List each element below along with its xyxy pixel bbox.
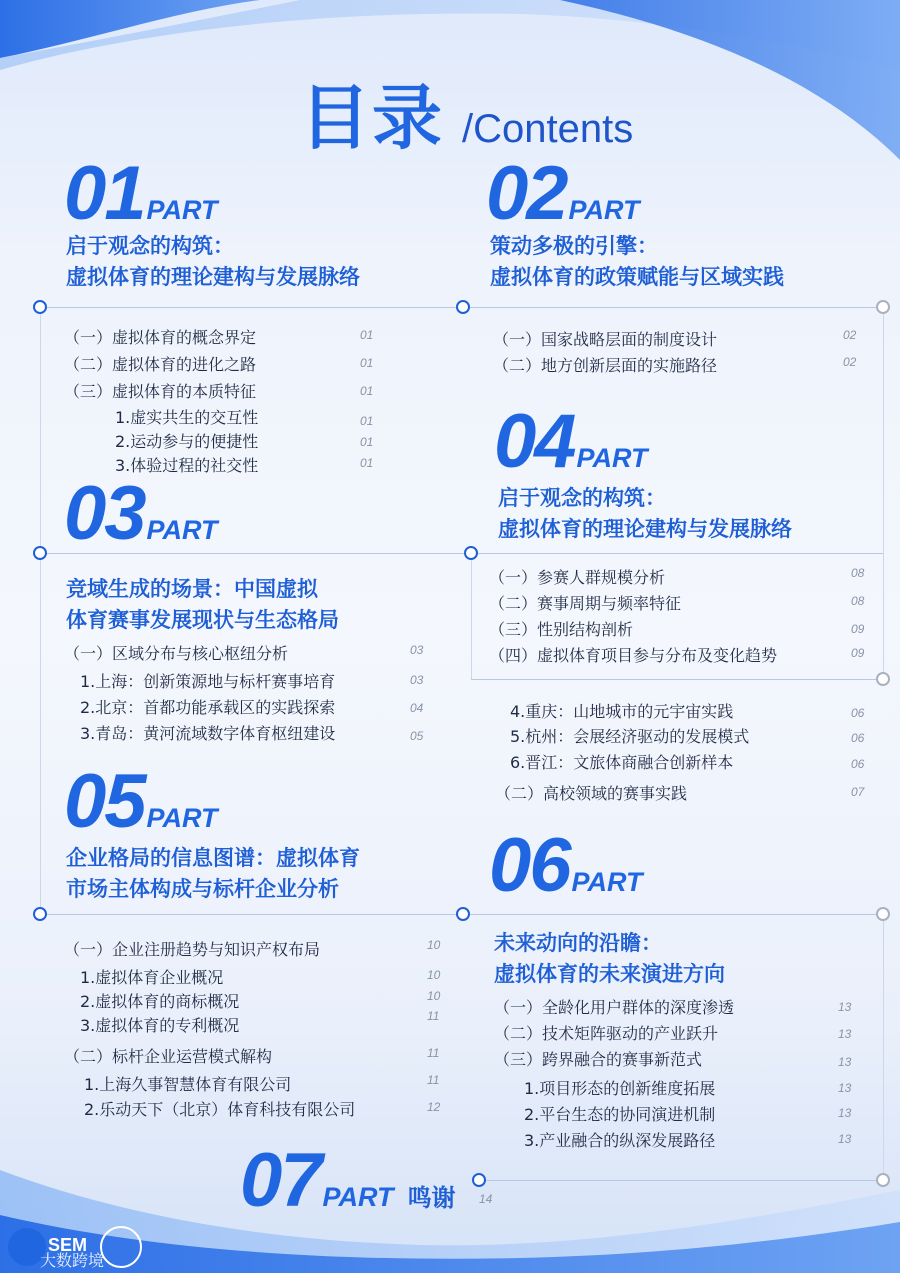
toc-item[interactable]: （三）虚拟体育的本质特征 — [64, 382, 257, 401]
page-number: 03 — [410, 673, 424, 687]
page-number: 11 — [427, 1009, 440, 1023]
heading-line: 虚拟体育的未来演进方向 — [494, 962, 725, 986]
part-word: PART — [571, 867, 643, 897]
page-number: 10 — [427, 938, 441, 952]
toc-item[interactable]: 2.乐动天下（北京）体育科技有限公司 — [84, 1100, 356, 1119]
heading-line: 虚拟体育的政策赋能与区域实践 — [490, 265, 784, 289]
toc-item[interactable]: 2.平台生态的协同演进机制 — [524, 1105, 716, 1124]
toc-item[interactable]: （三）跨界融合的赛事新范式 — [494, 1050, 703, 1069]
page-number: 09 — [851, 622, 865, 636]
divider-p4-bottom — [471, 679, 883, 680]
toc-item[interactable]: 4.重庆：山地城市的元宇宙实践 — [510, 702, 734, 721]
page-number: 01 — [360, 414, 374, 428]
frame-p1-left — [40, 307, 41, 552]
part-03-heading — [66, 574, 339, 636]
part-02-heading — [490, 231, 784, 293]
part-01-label — [64, 150, 218, 237]
heading-line: 企业格局的信息图谱：虚拟体育 — [66, 846, 360, 870]
watermark: 大数跨境 — [40, 1251, 105, 1270]
page-number: 06 — [851, 731, 865, 745]
divider-p7 — [479, 1180, 883, 1181]
node-dot — [876, 1173, 890, 1187]
toc-item[interactable]: （四）虚拟体育项目参与分布及变化趋势 — [489, 646, 778, 665]
page-number: 11 — [427, 1073, 440, 1087]
title-cn: 目录 — [300, 77, 444, 159]
page-number: 13 — [838, 1132, 852, 1146]
page-number: 13 — [838, 1106, 852, 1120]
toc-item[interactable]: 5.杭州：会展经济驱动的发展模式 — [510, 727, 750, 746]
page-number: 05 — [410, 729, 424, 743]
node-dot — [33, 546, 47, 560]
toc-item[interactable]: （一）虚拟体育的概念界定 — [64, 328, 257, 347]
heading-line: 虚拟体育的理论建构与发展脉络 — [498, 517, 792, 541]
part-04-label — [494, 398, 648, 485]
page-number: 07 — [851, 785, 865, 799]
page-number: 01 — [360, 356, 374, 370]
part-word: PART — [322, 1182, 394, 1212]
divider-p2 — [463, 307, 883, 308]
toc-item[interactable]: （一）参赛人群规模分析 — [489, 568, 666, 587]
toc-item[interactable]: 3.产业融合的纵深发展路径 — [524, 1131, 716, 1150]
title-en: /Contents — [462, 107, 634, 151]
page-number: 10 — [427, 989, 441, 1003]
toc-item[interactable]: 1.上海久事智慧体育有限公司 — [84, 1075, 292, 1094]
toc-item[interactable]: （一）国家战略层面的制度设计 — [493, 330, 718, 349]
toc-item[interactable]: （一）企业注册趋势与知识产权布局 — [64, 940, 321, 959]
toc-item[interactable]: 3.体验过程的社交性 — [115, 456, 259, 475]
page-number: 08 — [851, 566, 865, 580]
node-dot — [876, 672, 890, 686]
heading-line: 竞域生成的场景：中国虚拟 — [66, 577, 318, 601]
node-dot — [876, 907, 890, 921]
toc-item[interactable]: 1.项目形态的创新维度拓展 — [524, 1079, 716, 1098]
toc-item[interactable]: 2.运动参与的便捷性 — [115, 432, 259, 451]
part-number: 01 — [64, 151, 145, 236]
page-title — [300, 62, 633, 163]
page-number: 06 — [851, 706, 865, 720]
page-number: 01 — [360, 384, 374, 398]
toc-item[interactable]: 1.虚拟体育企业概况 — [80, 968, 224, 987]
heading-line: 启于观念的构筑： — [66, 234, 234, 258]
toc-item[interactable]: （二）标杆企业运营模式解构 — [64, 1047, 273, 1066]
heading-line: 未来动向的沿瞻： — [494, 931, 662, 955]
acknowledgements-label: 鸣谢 — [407, 1184, 456, 1212]
node-dot — [456, 300, 470, 314]
part-number: 07 — [240, 1138, 321, 1223]
toc-item[interactable]: （一）全龄化用户群体的深度渗透 — [494, 998, 735, 1017]
toc-item[interactable]: （三）性别结构剖析 — [489, 620, 634, 639]
frame-p4-left — [471, 553, 472, 680]
page-number: 13 — [838, 1000, 852, 1014]
part-06-heading — [494, 928, 725, 990]
toc-item[interactable]: 3.虚拟体育的专利概况 — [80, 1016, 240, 1035]
part-word: PART — [146, 803, 218, 833]
page-number: 13 — [838, 1027, 852, 1041]
toc-item[interactable]: （二）赛事周期与频率特征 — [489, 594, 682, 613]
divider-p6 — [463, 914, 883, 915]
page-number: 13 — [838, 1055, 852, 1069]
page-number: 12 — [427, 1100, 441, 1114]
part-word: PART — [146, 515, 218, 545]
part-number: 04 — [494, 399, 575, 484]
divider-p1 — [40, 307, 463, 308]
part-05-label — [64, 758, 218, 845]
frame-p3-left — [40, 553, 41, 915]
part-number: 02 — [486, 151, 567, 236]
toc-item[interactable]: （二）地方创新层面的实施路径 — [493, 356, 718, 375]
heading-line: 体育赛事发展现状与生态格局 — [66, 608, 339, 632]
page-number: 01 — [360, 435, 374, 449]
page-number: 06 — [851, 757, 865, 771]
node-dot — [876, 300, 890, 314]
part-04-heading — [498, 483, 792, 545]
page-number: 14 — [479, 1192, 493, 1206]
heading-line: 市场主体构成与标杆企业分析 — [66, 877, 339, 901]
page-number: 10 — [427, 968, 441, 982]
toc-item[interactable]: （二）虚拟体育的进化之路 — [64, 355, 257, 374]
divider-p4 — [471, 553, 883, 554]
part-01-heading — [66, 231, 360, 293]
toc-item[interactable]: 2.虚拟体育的商标概况 — [80, 992, 240, 1011]
part-word: PART — [568, 195, 640, 225]
heading-line: 启于观念的构筑： — [498, 486, 666, 510]
part-03-label — [64, 470, 218, 557]
part-number: 06 — [489, 823, 570, 908]
part-word: PART — [576, 443, 648, 473]
toc-item[interactable]: 6.晋江：文旅体商融合创新样本 — [510, 753, 734, 772]
node-dot — [456, 907, 470, 921]
part-02-label — [486, 150, 640, 237]
part-07-label[interactable] — [240, 1137, 456, 1224]
heading-line: 虚拟体育的理论建构与发展脉络 — [66, 265, 360, 289]
toc-item[interactable]: （二）高校领域的赛事实践 — [495, 784, 688, 803]
page-number: 03 — [410, 643, 424, 657]
page-number: 01 — [360, 328, 374, 342]
node-dot — [33, 907, 47, 921]
page-number: 04 — [410, 701, 424, 715]
toc-item[interactable]: （二）技术矩阵驱动的产业跃升 — [494, 1024, 719, 1043]
seal-icon — [100, 1226, 142, 1268]
node-dot — [464, 546, 478, 560]
divider-p5 — [40, 914, 463, 915]
part-05-heading — [66, 843, 360, 905]
page-number: 13 — [838, 1081, 852, 1095]
part-number: 03 — [64, 471, 145, 556]
node-dot — [472, 1173, 486, 1187]
frame-p2-right — [883, 307, 884, 679]
toc-item[interactable]: 1.上海：创新策源地与标杆赛事培育 — [80, 672, 336, 691]
node-dot — [33, 300, 47, 314]
toc-item[interactable]: 1.虚实共生的交互性 — [115, 408, 259, 427]
toc-item[interactable]: 3.青岛：黄河流域数字体育枢纽建设 — [80, 724, 336, 743]
page-number: 02 — [843, 328, 857, 342]
page-number: 02 — [843, 355, 857, 369]
heading-line: 策动多极的引擎： — [490, 234, 658, 258]
page-number: 08 — [851, 594, 865, 608]
page-number: 11 — [427, 1046, 440, 1060]
toc-item[interactable]: （一）区域分布与核心枢纽分析 — [64, 644, 289, 663]
page-number: 01 — [360, 456, 374, 470]
part-06-label — [489, 822, 643, 909]
part-word: PART — [146, 195, 218, 225]
part-number: 05 — [64, 759, 145, 844]
logo-text: SEM — [48, 1235, 88, 1255]
frame-p6-right — [883, 914, 884, 1180]
toc-item[interactable]: 2.北京：首都功能承载区的实践探索 — [80, 698, 336, 717]
page-number: 09 — [851, 646, 865, 660]
